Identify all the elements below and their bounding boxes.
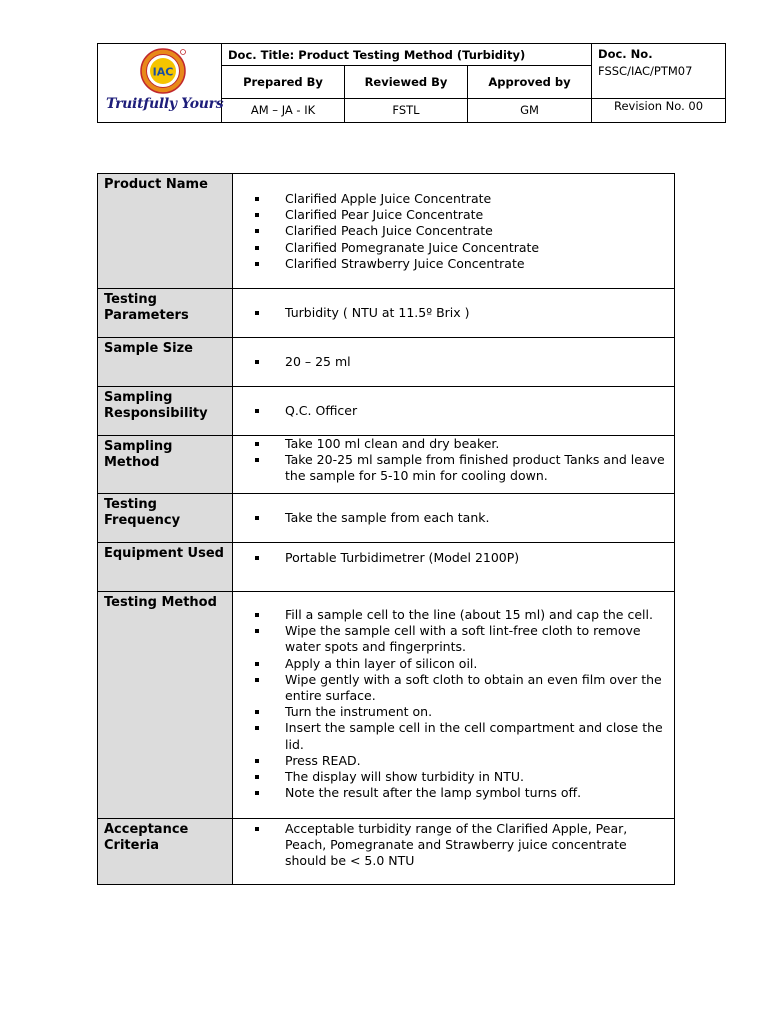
doc-title-value: Product Testing Method (Turbidity) — [298, 47, 526, 62]
bullet-icon — [255, 458, 259, 462]
list-item: Turbidity ( NTU at 11.5º Brix ) — [233, 305, 674, 321]
list-item: Q.C. Officer — [233, 403, 674, 419]
method-table — [97, 173, 675, 885]
table-row — [98, 494, 675, 543]
list-item: Wipe gently with a soft cloth to obtain an even film over the entire surface. — [233, 672, 674, 704]
company-seal-logo — [140, 48, 186, 94]
bullet-icon — [255, 678, 259, 682]
table-row — [98, 289, 675, 338]
bullet-list — [233, 607, 674, 801]
table-row — [98, 592, 675, 819]
doc-number-value: FSSC/IAC/PTM07 — [598, 64, 693, 78]
bullet-icon — [255, 775, 259, 779]
row-label: Testing Parameters — [98, 289, 233, 338]
bullet-icon — [255, 613, 259, 617]
logo-cell — [98, 44, 222, 123]
bullet-icon — [255, 360, 259, 364]
list-item: Clarified Apple Juice Concentrate — [233, 191, 674, 207]
bullet-icon — [255, 710, 259, 714]
bullet-icon — [255, 759, 259, 763]
row-value — [233, 174, 675, 289]
bullet-list — [233, 550, 674, 566]
prepared-by-value: AM – JA - IK — [222, 98, 345, 122]
row-label: Acceptance Criteria — [98, 819, 233, 885]
prepared-by-label: Prepared By — [222, 66, 345, 98]
table-row — [98, 819, 675, 885]
row-value — [233, 289, 675, 338]
table-row — [98, 338, 675, 387]
bullet-list — [233, 305, 674, 321]
list-item: 20 – 25 ml — [233, 354, 674, 370]
row-label: Sampling Responsibility — [98, 387, 233, 436]
approved-by-value: GM — [468, 98, 592, 122]
approved-by-label: Approved by — [468, 66, 592, 98]
list-item: Turn the instrument on. — [233, 704, 674, 720]
list-item: Press READ. — [233, 753, 674, 769]
row-label: Sampling Method — [98, 436, 233, 494]
row-label: Equipment Used — [98, 543, 233, 592]
row-label: Product Name — [98, 174, 233, 289]
doc-number-cell — [592, 44, 726, 99]
row-value — [233, 338, 675, 387]
bullet-icon — [255, 311, 259, 315]
list-item: Apply a thin layer of silicon oil. — [233, 656, 674, 672]
bullet-list — [233, 510, 674, 526]
list-item: Acceptable turbidity range of the Clarified Apple, Pear, Peach, Pomegranate and Strawberry juice concentrate should be < 5.0 NTU — [233, 821, 674, 870]
logo-tagline: Truitfully Yours — [106, 96, 224, 112]
row-value — [233, 543, 675, 592]
doc-title-label: Doc. Title: — [228, 47, 295, 62]
list-item: Portable Turbidimetrer (Model 2100P) — [233, 550, 674, 566]
row-label: Testing Method — [98, 592, 233, 819]
bullet-icon — [255, 827, 259, 831]
reviewed-by-value: FSTL — [345, 98, 468, 122]
list-item: Wipe the sample cell with a soft lint-free cloth to remove water spots and fingerprints. — [233, 623, 674, 655]
bullet-icon — [255, 213, 259, 217]
list-item: Clarified Pear Juice Concentrate — [233, 207, 674, 223]
list-item: Clarified Pomegranate Juice Concentrate — [233, 240, 674, 256]
list-item: Fill a sample cell to the line (about 15 ml) and cap the cell. — [233, 607, 674, 623]
logo-seal-text: IAC — [152, 65, 174, 79]
bullet-icon — [255, 629, 259, 633]
row-value — [233, 592, 675, 819]
bullet-icon — [255, 409, 259, 413]
list-item: Note the result after the lamp symbol turns off. — [233, 785, 674, 801]
table-row — [98, 543, 675, 592]
bullet-icon — [255, 229, 259, 233]
bullet-icon — [255, 662, 259, 666]
revision-number: Revision No. 00 — [592, 98, 726, 122]
list-item: Take 100 ml clean and dry beaker. — [233, 436, 674, 452]
doc-title-cell — [222, 44, 592, 66]
row-value — [233, 436, 675, 494]
list-item: Clarified Peach Juice Concentrate — [233, 223, 674, 239]
bullet-icon — [255, 197, 259, 201]
list-item: The display will show turbidity in NTU. — [233, 769, 674, 785]
document-header — [97, 43, 726, 123]
doc-number-label: Doc. No. — [598, 47, 653, 61]
list-item: Clarified Strawberry Juice Concentrate — [233, 256, 674, 272]
table-row — [98, 387, 675, 436]
reviewed-by-label: Reviewed By — [345, 66, 468, 98]
row-label: Sample Size — [98, 338, 233, 387]
bullet-list — [233, 436, 674, 485]
bullet-icon — [255, 726, 259, 730]
bullet-icon — [255, 556, 259, 560]
bullet-icon — [255, 262, 259, 266]
table-row — [98, 174, 675, 289]
row-value — [233, 819, 675, 885]
bullet-list — [233, 821, 674, 870]
list-item: Take the sample from each tank. — [233, 510, 674, 526]
bullet-list — [233, 354, 674, 370]
bullet-list — [233, 191, 674, 272]
list-item: Insert the sample cell in the cell compartment and close the lid. — [233, 720, 674, 752]
table-row — [98, 436, 675, 494]
list-item: Take 20-25 ml sample from finished product Tanks and leave the sample for 5-10 min for cooling down. — [233, 452, 674, 484]
bullet-icon — [255, 442, 259, 446]
row-value — [233, 494, 675, 543]
row-value — [233, 387, 675, 436]
bullet-list — [233, 403, 674, 419]
bullet-icon — [255, 791, 259, 795]
row-label: Testing Frequency — [98, 494, 233, 543]
bullet-icon — [255, 246, 259, 250]
bullet-icon — [255, 516, 259, 520]
